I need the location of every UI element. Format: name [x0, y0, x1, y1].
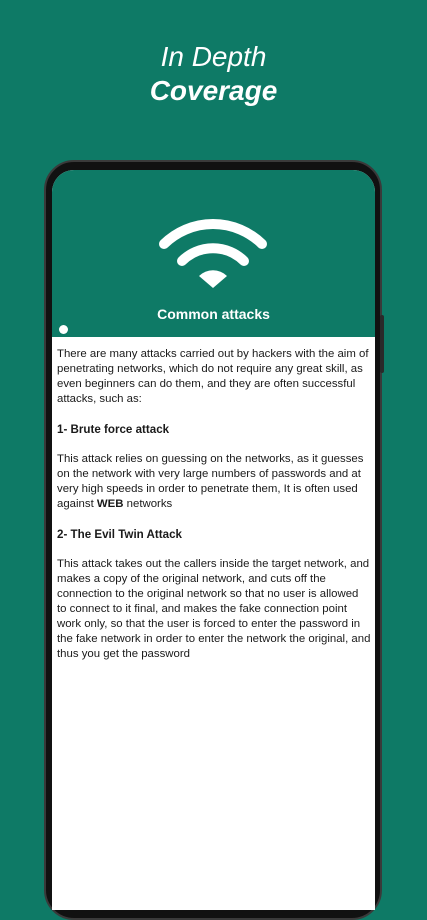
- page-title: Common attacks: [157, 306, 270, 322]
- brute-force-paragraph: [57, 452, 371, 512]
- phone-side-button: [380, 315, 384, 373]
- intro-paragraph: There are many attacks carried out by hackers with the aim of penetrating networks, which do not require any great skill, as even beginners can do them, and they are often successful attacks, such as:: [57, 348, 369, 405]
- article-body: [57, 347, 371, 677]
- evil-twin-paragraph: This attack takes out the callers inside the target network, and makes a copy of the original network, and cuts off the connection to the original network so that no user is allowed to connect to it final, and makes the fake connection point work only, so that the user is forced to enter the password in the fake network in order to enter the network the original, and thus you get the password: [57, 558, 371, 660]
- wifi-icon: [158, 218, 268, 290]
- section-heading-evil-twin: 2- The Evil Twin Attack: [57, 528, 182, 541]
- section-heading-brute-force: 1- Brute force attack: [57, 423, 170, 436]
- brute-force-text-end: networks: [123, 498, 173, 510]
- phone-screen: [52, 170, 375, 910]
- headline-line-2: Coverage: [149, 75, 278, 106]
- reading-progress-indicator[interactable]: [59, 325, 68, 334]
- headline-line-1: In Depth: [160, 41, 267, 72]
- brute-force-bold-term: WEB: [96, 498, 124, 510]
- brute-force-text: This attack relies on guessing on the networks, as it guesses on the network with very large numbers of passwords and at very high speeds in order to penetrate them, It is often used against: [57, 453, 364, 510]
- promo-headline: [0, 40, 427, 108]
- app-header: [52, 170, 375, 337]
